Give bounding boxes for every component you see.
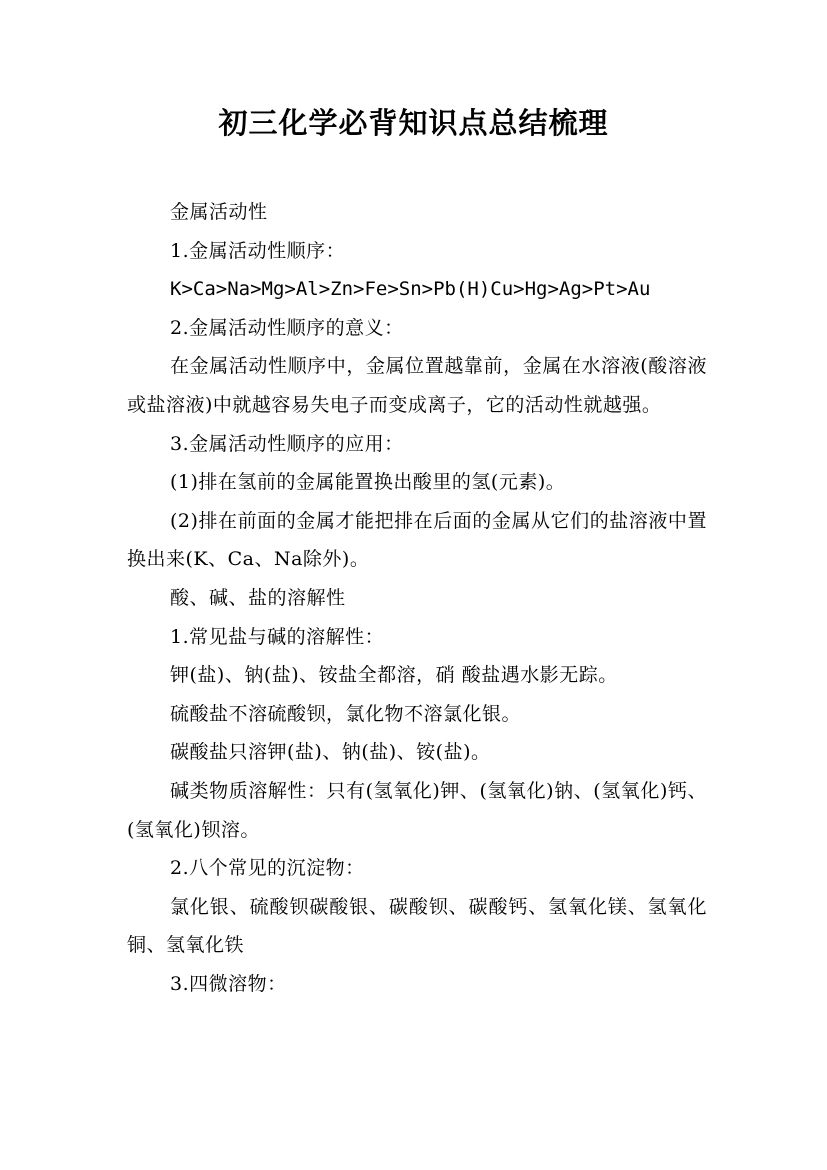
paragraph: 硫酸盐不溶硫酸钡，氯化物不溶氯化银。 [170,702,522,725]
document-title: 初三化学必背知识点总结梳理 [218,106,609,140]
paragraph: 2.金属活动性顺序的意义： [170,316,404,339]
paragraph: 3.金属活动性顺序的应用： [170,432,404,455]
section-heading: 酸、碱、盐的溶解性 [170,586,346,609]
paragraph: 氯化银、硫酸钡碳酸银、碳酸钡、碳酸钙、氢氧化镁、氢氧化铜、氢氧化铁 [127,895,707,957]
paragraph: 在金属活动性顺序中，金属位置越靠前，金属在水溶液(酸溶液或盐溶液)中就越容易失电子而变成离子，它的活动性就越强。 [127,355,707,416]
section-heading: 金属活动性 [170,201,268,223]
paragraph: 碱类物质溶解性：只有(氢氧化)钾、(氢氧化)钠、(氢氧化)钙、(氢氧化)钡溶。 [127,779,707,841]
paragraph: 2.八个常见的沉淀物： [170,857,365,880]
document-body [127,193,707,1003]
paragraph: 3.四微溶物： [170,972,287,995]
paragraph: (2)排在前面的金属才能把排在后面的金属从它们的盐溶液中置换出来(K、Ca、Na除外)。 [127,509,707,571]
paragraph: (1)排在氢前的金属能置换出酸里的氢(元素)。 [170,471,566,494]
paragraph: 1.金属活动性顺序： [170,239,346,262]
paragraph: 碳酸盐只溶钾(盐)、钠(盐)、铵(盐)。 [170,741,491,764]
paragraph: 钾(盐)、钠(盐)、铵盐全都溶，硝 酸盐遇水影无踪。 [170,664,618,687]
activity-series: K>Ca>Na>Mg>Al>Zn>Fe>Sn>Pb(H)Cu>Hg>Ag>Pt>Au [170,278,651,301]
paragraph: 1.常见盐与碱的溶解性： [170,625,385,648]
